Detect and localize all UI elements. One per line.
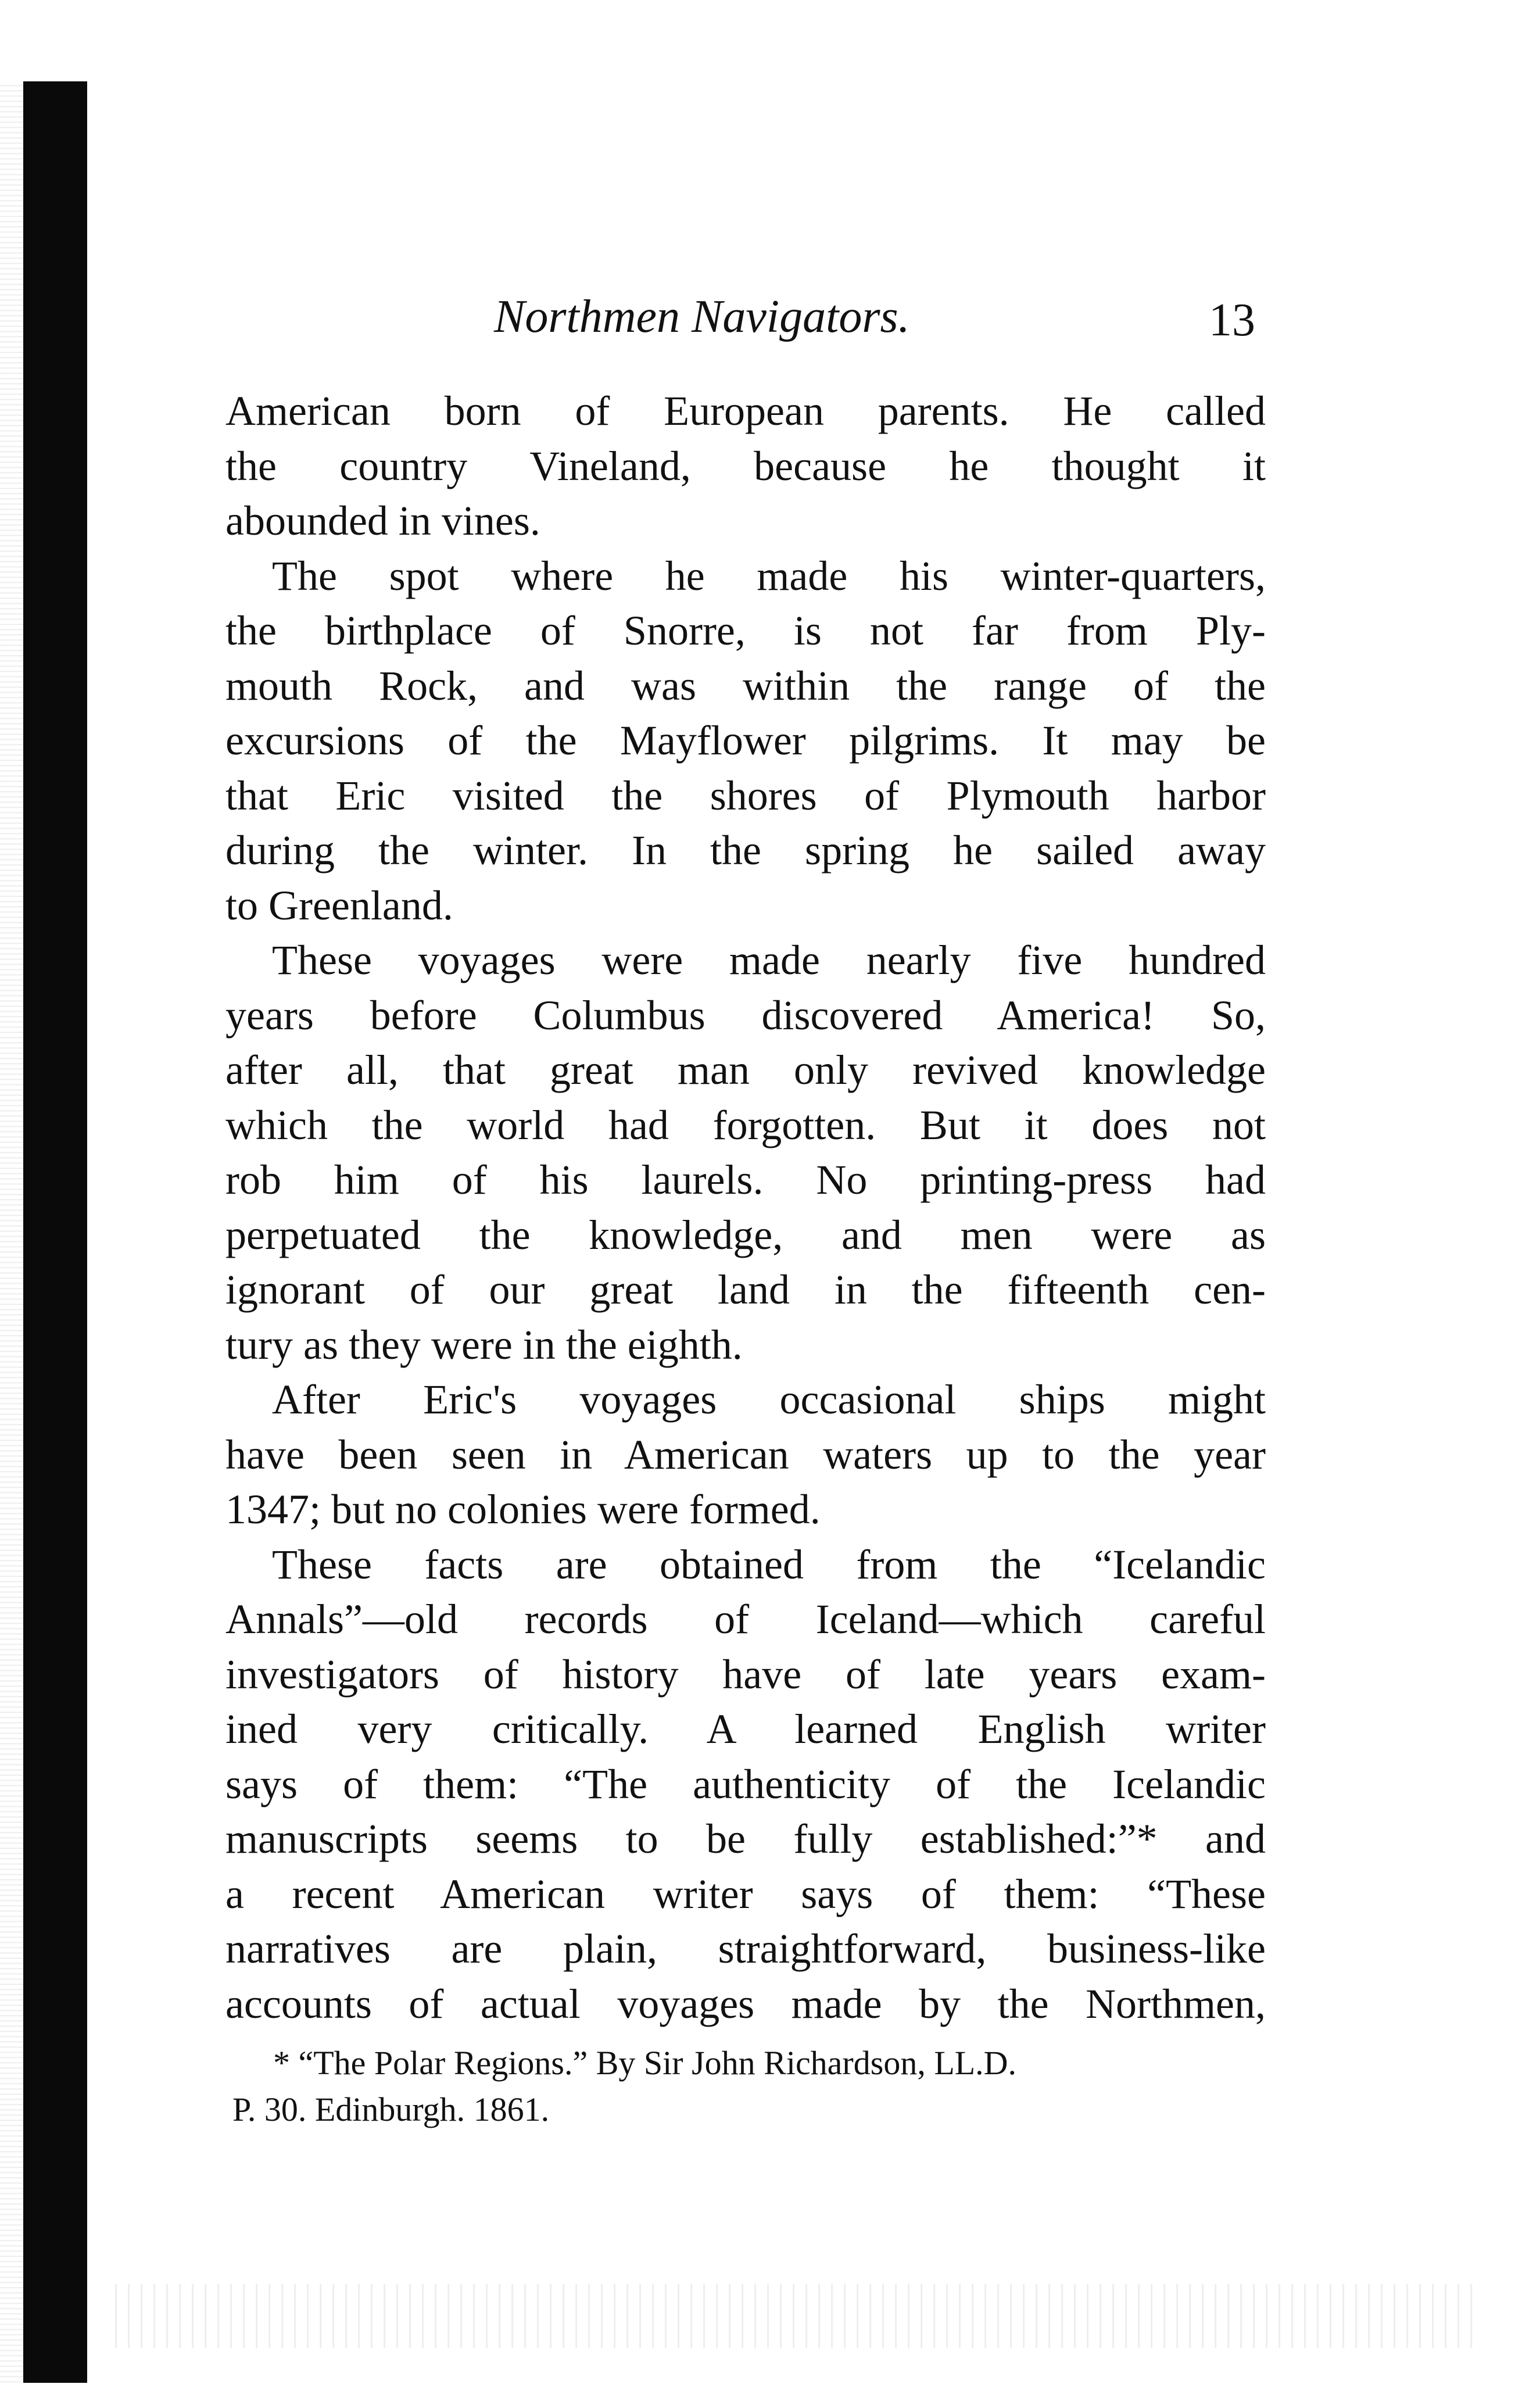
text-line: during the winter. In the spring he sailed away <box>225 827 1266 874</box>
text-line: to Greenland. <box>225 882 453 929</box>
text-line: years before Columbus discovered America! So, <box>225 991 1266 1039</box>
running-head-title: Northmen Navigators. <box>494 291 910 342</box>
text-line: accounts of actual voyages made by the Northmen, <box>225 1980 1266 2027</box>
page-binding-speckle <box>0 81 23 2383</box>
text-line: mouth Rock, and was within the range of the <box>225 662 1266 709</box>
page-binding-shadow <box>23 81 87 2383</box>
text-line: These voyages were made nearly five hundred <box>272 937 1266 983</box>
text-line: that Eric visited the shores of Plymouth harbor <box>225 772 1266 819</box>
footnote-line: P. 30. Edinburgh. 1861. <box>232 2090 550 2128</box>
text-line: the birthplace of Snorre, is not far from Ply- <box>225 607 1266 654</box>
text-line: ined very critically. A learned English writer <box>225 1706 1266 1752</box>
footnote-line: * “The Polar Regions.” By Sir John Richardson, LL.D. <box>273 2044 1017 2082</box>
text-line: have been seen in American waters up to the year <box>225 1431 1266 1478</box>
body-text <box>225 384 1266 2031</box>
text-line: after all, that great man only revived knowledge <box>225 1047 1266 1093</box>
text-line: After Eric's voyages occasional ships might <box>272 1376 1266 1423</box>
text-line: These facts are obtained from the “Icelandic <box>272 1541 1266 1588</box>
text-line: investigators of history have of late years exam- <box>225 1651 1266 1698</box>
page-bottom-specks <box>105 2284 1476 2348</box>
text-line: Annals”—old records of Iceland—which careful <box>225 1596 1266 1642</box>
text-line: abounded in vines. <box>225 497 540 544</box>
text-line: excursions of the Mayflower pilgrims. It may be <box>225 717 1266 764</box>
text-line: perpetuated the knowledge, and men were as <box>225 1211 1266 1258</box>
text-line: 1347; but no colonies were formed. <box>225 1486 821 1533</box>
text-line: narratives are plain, straightforward, business-like <box>225 1925 1266 1972</box>
page-number: 13 <box>1209 295 1255 346</box>
footnote <box>232 2040 1273 2133</box>
text-line: The spot where he made his winter-quarters, <box>272 552 1266 599</box>
text-line: manuscripts seems to be fully established:”* and <box>225 1816 1266 1862</box>
text-line: tury as they were in the eighth. <box>225 1321 743 1368</box>
text-line: a recent American writer says of them: “These <box>225 1870 1266 1917</box>
running-head <box>227 285 1267 349</box>
text-line: says of them: “The authenticity of the Icelandic <box>225 1760 1266 1807</box>
text-line: American born of European parents. He called <box>225 388 1266 434</box>
text-line: ignorant of our great land in the fifteenth cen- <box>225 1266 1266 1313</box>
text-line: which the world had forgotten. But it does not <box>225 1101 1266 1148</box>
text-line: rob him of his laurels. No printing-press had <box>225 1157 1266 1203</box>
text-line: the country Vineland, because he thought it <box>225 442 1266 489</box>
